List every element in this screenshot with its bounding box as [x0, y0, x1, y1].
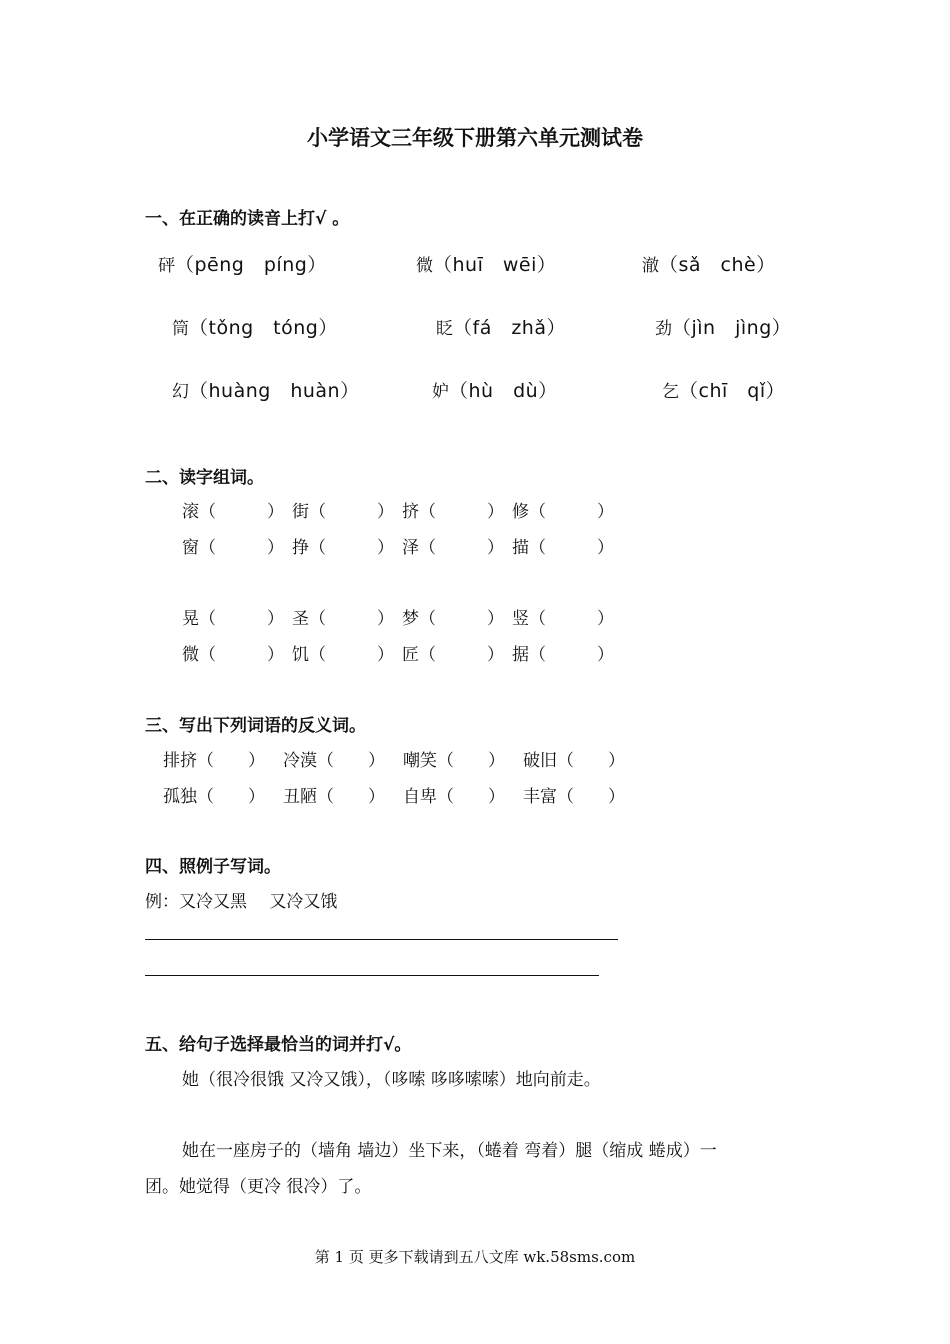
sentence-2-line-2: 团。她觉得（更冷 很冷）了。 [145, 1177, 372, 1197]
example-text: 例：又冷又黑 又冷又饿 [145, 892, 338, 912]
pinyin-item: 筒（tǒng tóng） [172, 317, 338, 339]
word-row: 晃（ ） 圣（ ） 梦（ ） 竖（ ） [182, 609, 614, 629]
pinyin-item: 微（huī wēi） [416, 254, 557, 276]
pinyin-item: 劲（jìn jìng） [655, 317, 792, 339]
section-3-heading: 三、写出下列词语的反义词。 [145, 716, 366, 736]
section-5-heading: 五、给句子选择最恰当的词并打√。 [145, 1035, 412, 1055]
answer-line [145, 939, 618, 940]
antonym-row: 排挤（ ） 冷漠（ ） 嘲笑（ ） 破旧（ ） [163, 751, 625, 771]
word-row: 窗（ ） 挣（ ） 泽（ ） 描（ ） [182, 538, 614, 558]
antonym-row: 孤独（ ） 丑陋（ ） 自卑（ ） 丰富（ ） [163, 787, 625, 807]
section-2-heading: 二、读字组词。 [145, 468, 264, 488]
pinyin-item: 澈（sǎ chè） [642, 254, 776, 276]
sentence-2-line-1: 她在一座房子的（墙角 墙边）坐下来，（蜷着 弯着）腿（缩成 蜷成）一 [182, 1141, 717, 1161]
page-title: 小学语文三年级下册第六单元测试卷 [307, 126, 643, 150]
pinyin-item: 幻（huàng huàn） [172, 380, 360, 402]
answer-line [145, 975, 599, 976]
sentence-1: 她（很冷很饿 又冷又饿），（哆嗦 哆哆嗦嗦）地向前走。 [182, 1070, 601, 1090]
section-4-heading: 四、照例子写词。 [145, 857, 281, 877]
word-row: 微（ ） 饥（ ） 匠（ ） 据（ ） [182, 645, 614, 665]
page-footer: 第 1 页 更多下载请到五八文库 wk.58sms.com [314, 1248, 636, 1266]
section-1-heading: 一、在正确的读音上打√ 。 [145, 209, 350, 229]
pinyin-item: 砰（pēng píng） [158, 254, 327, 276]
pinyin-item: 眨（fá zhǎ） [436, 317, 566, 339]
pinyin-item: 妒（hù dù） [432, 380, 558, 402]
pinyin-item: 乞（chī qǐ） [662, 380, 786, 402]
word-row: 滚（ ） 街（ ） 挤（ ） 修（ ） [182, 502, 614, 522]
